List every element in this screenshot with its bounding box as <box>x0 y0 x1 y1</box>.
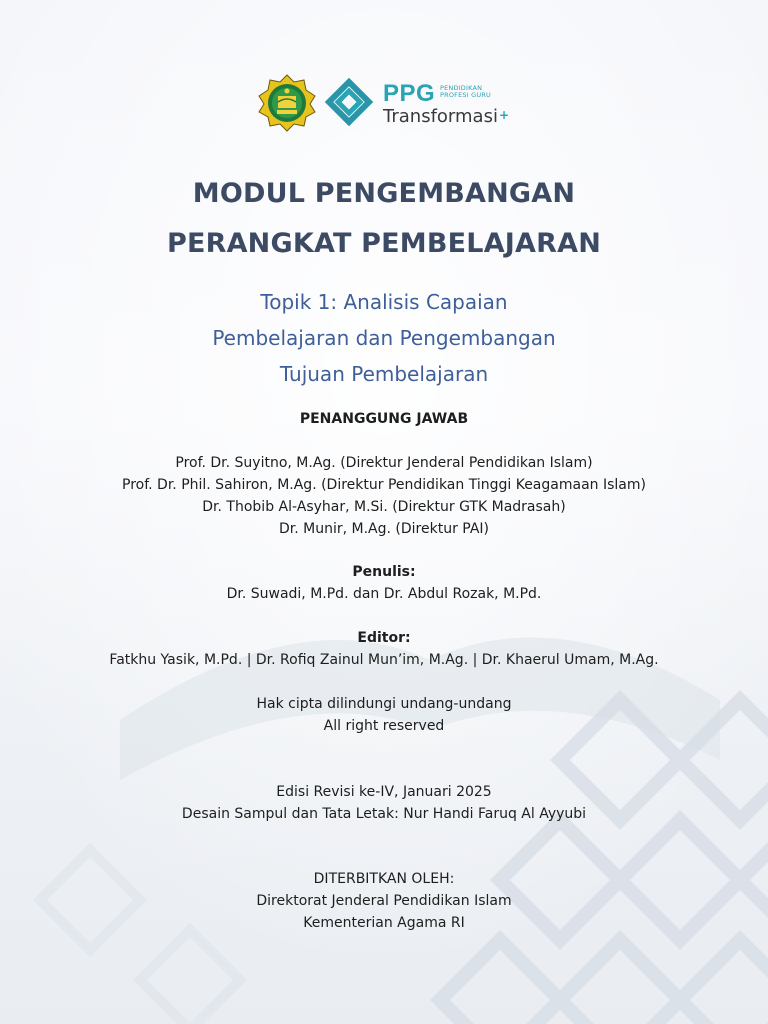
ppg-subtext <box>440 85 500 99</box>
ppg-tagline: Transformasi <box>383 106 498 127</box>
penanggung-jawab-heading: PENANGGUNG JAWAB <box>299 411 469 427</box>
penanggung-jawab-person: Prof. Dr. Suyitno, M.Ag. (Direktur Jenderal Pendidikan Islam) <box>175 455 593 471</box>
editor-heading: Editor: <box>357 630 411 646</box>
ppg-mark-icon <box>322 78 376 130</box>
subtitle-line-1: Topik 1: Analisis Capaian <box>260 290 508 314</box>
title-line-2: PERANGKAT PEMBELAJARAN <box>166 228 602 259</box>
copyright-line-2: All right reserved <box>323 718 445 734</box>
penulis-names: Dr. Suwadi, M.Pd. dan Dr. Abdul Rozak, M.Pd. <box>226 586 542 602</box>
penulis-heading: Penulis: <box>352 564 416 580</box>
cover-design-credit: Desain Sampul dan Tata Letak: Nur Handi Faruq Al Ayyubi <box>181 806 587 822</box>
publisher-line-2: Kementerian Agama RI <box>303 915 465 931</box>
ppg-abbreviation: PPG <box>383 80 436 107</box>
penanggung-jawab-person: Dr. Thobib Al-Asyhar, M.Si. (Direktur GTK Madrasah) <box>202 499 566 515</box>
ppg-wordmark <box>383 80 510 127</box>
penanggung-jawab-person: Prof. Dr. Phil. Sahiron, M.Ag. (Direktur Pendidikan Tinggi Keagamaan Islam) <box>122 477 646 493</box>
ppg-subtext-line1: PENDIDIKAN <box>440 84 483 92</box>
copyright-line-1: Hak cipta dilindungi undang-undang <box>256 696 512 712</box>
title-line-1: MODUL PENGEMBANGAN <box>192 178 576 209</box>
ppg-subtext-line2: PROFESI GURU <box>440 91 491 99</box>
kemenag-emblem-icon <box>258 74 316 132</box>
subtitle-line-2: Pembelajaran dan Pengembangan <box>212 326 556 350</box>
edition-line: Edisi Revisi ke-IV, Januari 2025 <box>276 784 492 800</box>
penanggung-jawab-person: Dr. Munir, M.Ag. (Direktur PAI) <box>279 521 489 537</box>
editor-names: Fatkhu Yasik, M.Pd. | Dr. Rofiq Zainul Mun’im, M.Ag. | Dr. Khaerul Umam, M.Ag. <box>109 652 659 668</box>
subtitle-line-3: Tujuan Pembelajaran <box>279 362 489 386</box>
publisher-heading: DITERBITKAN OLEH: <box>313 871 455 887</box>
publisher-line-1: Direktorat Jenderal Pendidikan Islam <box>256 893 512 909</box>
ppg-plus-icon: + <box>499 108 510 122</box>
logo-row <box>0 74 768 132</box>
